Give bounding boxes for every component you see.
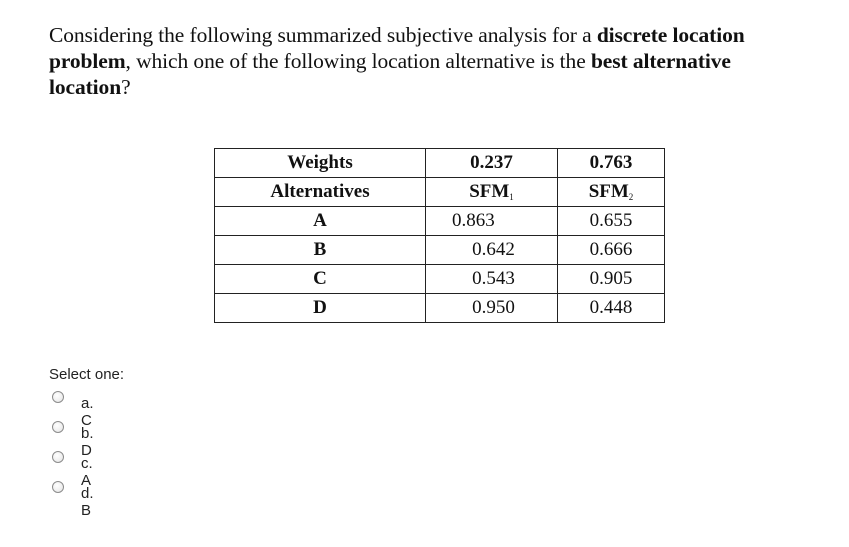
table-row xyxy=(215,294,665,323)
table-row xyxy=(215,207,665,236)
sfm1-value: 0.642 xyxy=(426,236,558,265)
radio-button[interactable] xyxy=(52,421,64,433)
sfm2-value: 0.655 xyxy=(558,207,665,236)
alternative-name: D xyxy=(215,294,426,323)
option-label[interactable]: b. D xyxy=(81,425,94,459)
weight-sfm1: 0.237 xyxy=(426,149,558,178)
sfm1-value: 0.543 xyxy=(426,265,558,294)
select-one-label: Select one: xyxy=(49,366,125,383)
question-bold-2: best alternative location xyxy=(49,49,731,99)
question-part-1: Considering the following summarized subjective analysis for a xyxy=(49,23,597,47)
sfm2-value: 0.448 xyxy=(558,294,665,323)
sfm2-value: 0.666 xyxy=(558,236,665,265)
alternatives-label: Alternatives xyxy=(215,178,426,207)
weights-row xyxy=(215,149,665,178)
header-row xyxy=(215,178,665,207)
weight-sfm2: 0.763 xyxy=(558,149,665,178)
question-part-2: , which one of the following location alternative is the xyxy=(125,49,591,73)
option-label[interactable]: c. A xyxy=(81,455,93,489)
factor-sfm1-header xyxy=(426,178,558,207)
table-row xyxy=(215,236,665,265)
factor2-name: SFM xyxy=(588,181,629,202)
option-label[interactable]: a. C xyxy=(81,395,94,429)
table-row xyxy=(215,265,665,294)
analysis-table xyxy=(214,148,665,323)
alternative-name: B xyxy=(215,236,426,265)
factor1-sub: 1 xyxy=(509,192,514,202)
radio-button[interactable] xyxy=(52,451,64,463)
radio-button[interactable] xyxy=(52,481,64,493)
factor2-sub: 2 xyxy=(628,192,634,202)
question-part-3: ? xyxy=(121,75,131,99)
question-bold-1: discrete location problem xyxy=(49,23,745,73)
sfm1-value: 0.950 xyxy=(426,294,558,323)
factor-sfm2-header xyxy=(558,178,665,207)
question-text xyxy=(49,22,809,100)
weights-label: Weights xyxy=(215,149,426,178)
radio-button[interactable] xyxy=(52,391,64,403)
factor1-name: SFM xyxy=(469,181,510,202)
sfm1-value: 0.863 xyxy=(426,207,558,236)
option-label[interactable]: d. B xyxy=(81,485,94,519)
sfm2-value: 0.905 xyxy=(558,265,665,294)
alternative-name: A xyxy=(215,207,426,236)
alternative-name: C xyxy=(215,265,426,294)
